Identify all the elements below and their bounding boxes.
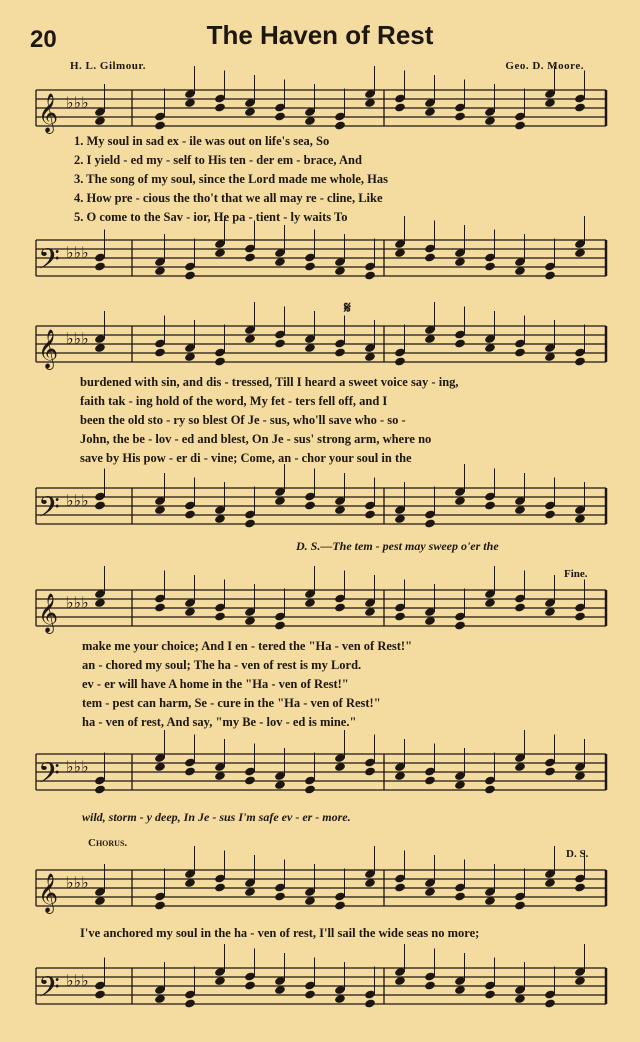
- wild-lyric-line: wild, storm - y deep, In Je - sus I'm safe ev - er - more.: [82, 810, 351, 824]
- svg-text:𝄢: 𝄢: [38, 971, 60, 1011]
- verse-3-line-3: ev - er will have A home in the "Ha - ven of Rest!": [82, 677, 349, 691]
- treble-staff-chorus: [0, 860, 640, 920]
- verse-3-line-2: been the old sto - ry so blest Of Je - sus, who'll save who - so -: [80, 413, 406, 427]
- svg-text:𝄢: 𝄢: [38, 757, 60, 797]
- svg-text:♭♭♭: ♭♭♭: [66, 971, 89, 990]
- verse-5-line-2: save by His pow - er di - vine; Come, an - chor your soul in the: [80, 451, 412, 465]
- lyricist-credit: H. L. Gilmour.: [70, 60, 146, 72]
- verse-4-line-2: John, the be - lov - ed and blest, On Je - sus' strong arm, where no: [80, 432, 432, 446]
- composer-credit: Geo. D. Moore.: [505, 60, 584, 72]
- svg-text:𝄞: 𝄞: [38, 329, 59, 369]
- ds-mark: D. S.: [566, 848, 589, 860]
- svg-text:𝄞: 𝄞: [38, 873, 59, 913]
- verse-1-line-2: burdened with sin, and dis - tressed, Till I heard a sweet voice say - ing,: [80, 375, 459, 389]
- verse-3-line-1: 3. The song of my soul, since the Lord made me whole, Has: [74, 172, 389, 186]
- chorus-label: Chorus.: [88, 837, 128, 849]
- verse-2-line-2: faith tak - ing hold of the word, My fet - ters fell off, and I: [80, 394, 388, 408]
- chorus-lyrics: I've anchored my soul in the ha - ven of rest, I'll sail the wide seas no more;: [80, 926, 480, 940]
- verse-2-line-1: 2. I yield - ed my - self to His ten - der em - brace, And: [74, 153, 362, 167]
- svg-text:♭♭♭: ♭♭♭: [66, 329, 89, 348]
- bass-staff-system-2: [0, 478, 640, 548]
- verse-4-line-1: 4. How pre - cious the tho't that we all may re - cline, Like: [74, 191, 383, 205]
- page-number: 20: [30, 26, 57, 53]
- bass-staff-system-3: [0, 744, 640, 814]
- verse-5-line-3: ha - ven of rest, And say, "my Be - lov - ed is mine.": [82, 715, 357, 729]
- svg-text:♭♭♭: ♭♭♭: [66, 757, 89, 776]
- verse-4-line-3: tem - pest can harm, Se - cure in the "Ha - ven of Rest!": [82, 696, 381, 710]
- svg-text:♭♭♭: ♭♭♭: [66, 243, 89, 262]
- svg-text:𝄢: 𝄢: [38, 491, 60, 531]
- fine-mark: Fine.: [564, 568, 588, 580]
- verse-1-line-1: 1. My soul in sad ex - ile was out on life's sea, So: [74, 134, 330, 148]
- svg-text:♭♭♭: ♭♭♭: [66, 873, 89, 892]
- svg-text:♭♭♭: ♭♭♭: [66, 491, 89, 510]
- svg-text:𝄞: 𝄞: [38, 593, 59, 633]
- verse-5-line-1: 5. O come to the Sav - ior, He pa - tient - ly waits To: [74, 210, 348, 224]
- verse-1-line-3: make me your choice; And I en - tered the "Ha - ven of Rest!": [82, 639, 413, 653]
- svg-text:♭♭♭: ♭♭♭: [66, 593, 89, 612]
- bass-staff-system-1: [0, 230, 640, 300]
- verse-2-line-3: an - chored my soul; The ha - ven of rest is my Lord.: [82, 658, 362, 672]
- hymn-title: The Haven of Rest: [206, 20, 434, 50]
- segno-sign: 𝄋: [344, 300, 351, 317]
- svg-text:𝄢: 𝄢: [38, 243, 60, 283]
- bass-staff-chorus: [0, 958, 640, 1028]
- svg-text:♭♭♭: ♭♭♭: [66, 93, 89, 112]
- ds-lyric-line: D. S.—The tem - pest may sweep o'er the: [296, 539, 499, 553]
- svg-text:𝄞: 𝄞: [38, 93, 59, 133]
